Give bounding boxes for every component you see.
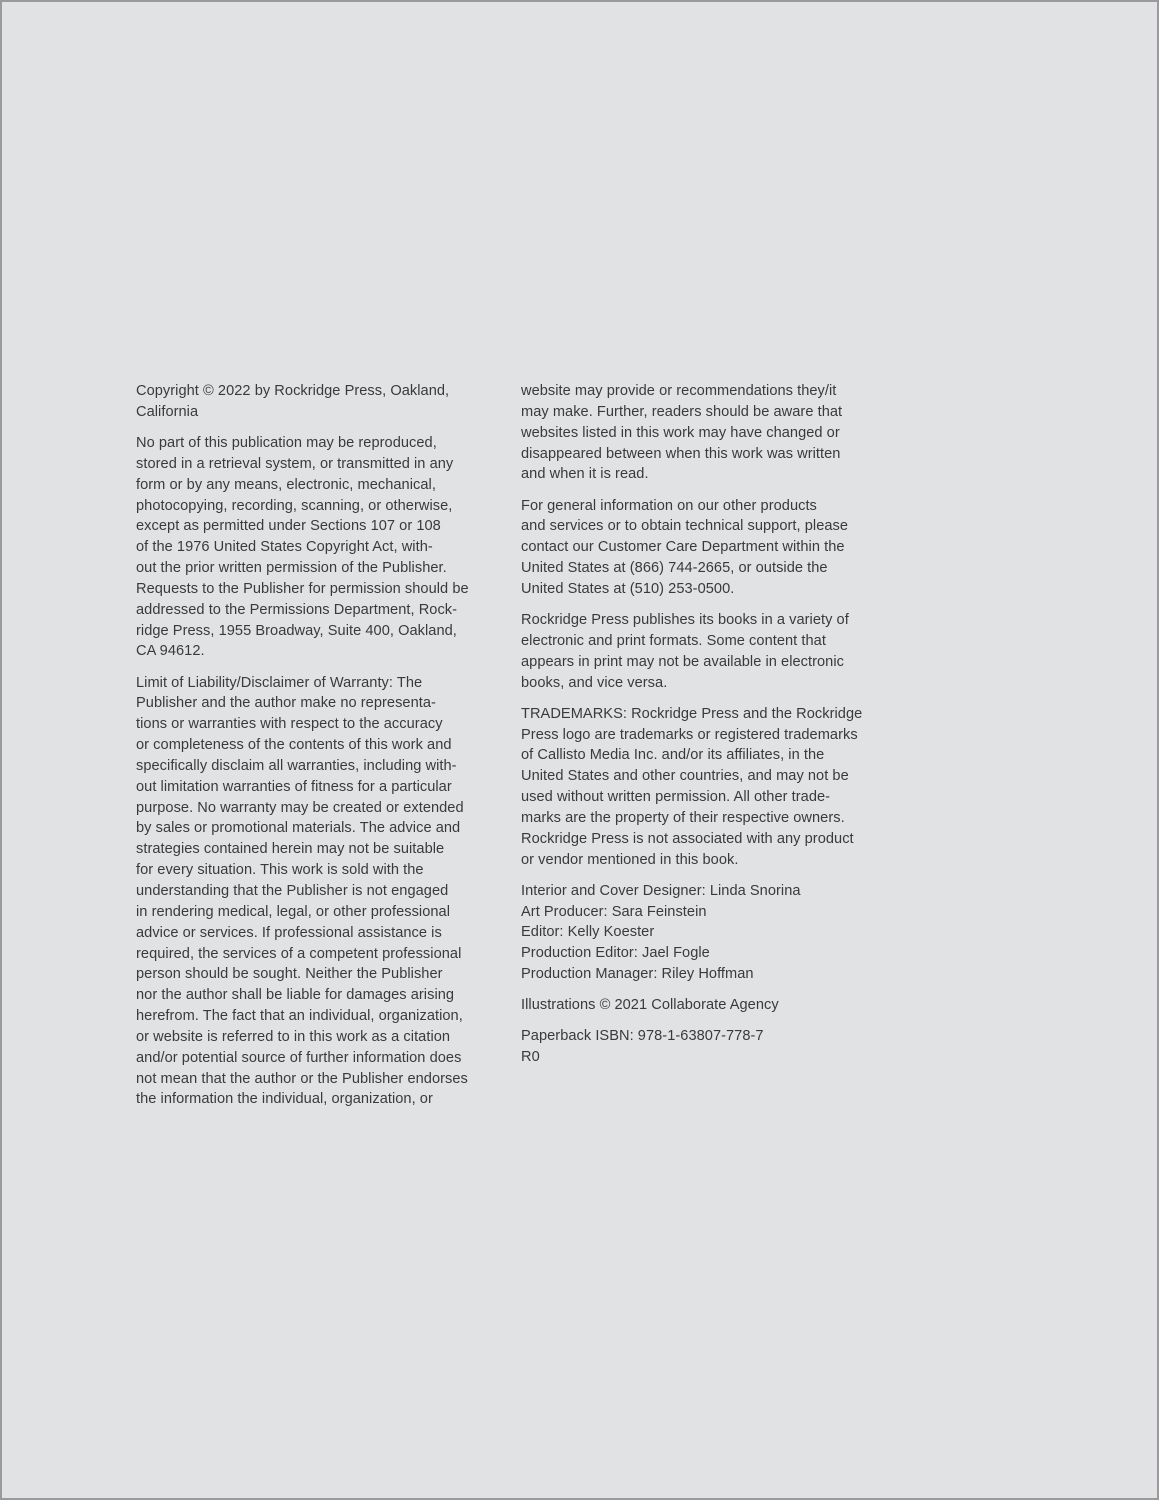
text-line: may make. Further, readers should be aware that bbox=[521, 403, 843, 420]
text-line: Editor: Kelly Koester bbox=[521, 924, 655, 941]
text-line: out limitation warranties of fitness for a particular bbox=[136, 778, 452, 795]
text-line: Interior and Cover Designer: Linda Snorina bbox=[521, 882, 801, 899]
text-line: specifically disclaim all warranties, including with- bbox=[136, 757, 457, 774]
copyright-notice bbox=[136, 381, 481, 423]
text-line: not mean that the author or the Publisher endorses bbox=[136, 1070, 468, 1087]
text-line: Requests to the Publisher for permission should be bbox=[136, 580, 469, 597]
text-line: the information the individual, organization, or bbox=[136, 1091, 433, 1108]
text-line: of Callisto Media Inc. and/or its affiliates, in the bbox=[521, 747, 825, 764]
text-line: for every situation. This work is sold with the bbox=[136, 862, 424, 879]
text-line: or vendor mentioned in this book. bbox=[521, 851, 739, 868]
text-line: Rockridge Press is not associated with any product bbox=[521, 830, 854, 847]
text-line: Publisher and the author make no representa- bbox=[136, 695, 436, 712]
liability-disclaimer bbox=[136, 673, 481, 1111]
text-line: Press logo are trademarks or registered trademarks bbox=[521, 726, 858, 743]
text-line: California bbox=[136, 403, 199, 420]
text-line: Paperback ISBN: 978-1-63807-778-7 bbox=[521, 1028, 764, 1045]
text-line: R0 bbox=[521, 1049, 540, 1066]
text-line: of the 1976 United States Copyright Act, with- bbox=[136, 539, 433, 556]
text-line: ridge Press, 1955 Broadway, Suite 400, Oakland, bbox=[136, 622, 457, 639]
text-line: by sales or promotional materials. The advice and bbox=[136, 820, 461, 837]
text-line: disappeared between when this work was written bbox=[521, 445, 841, 462]
text-line: used without written permission. All other trade- bbox=[521, 789, 831, 806]
text-line: CA 94612. bbox=[136, 643, 205, 660]
left-column bbox=[136, 381, 481, 1121]
text-line: and when it is read. bbox=[521, 466, 649, 483]
text-line: out the prior written permission of the Publisher. bbox=[136, 560, 447, 577]
website-disclaimer bbox=[521, 381, 871, 485]
text-line: and/or potential source of further information does bbox=[136, 1049, 462, 1066]
text-line: or completeness of the contents of this work and bbox=[136, 737, 452, 754]
text-line: websites listed in this work may have changed or bbox=[521, 424, 840, 441]
credits bbox=[521, 881, 871, 985]
text-line: required, the services of a competent professional bbox=[136, 945, 462, 962]
customer-care-info bbox=[521, 496, 871, 600]
text-line: advice or services. If professional assistance is bbox=[136, 924, 442, 941]
text-line: marks are the property of their respective owners. bbox=[521, 809, 845, 826]
text-line: in rendering medical, legal, or other professional bbox=[136, 903, 451, 920]
text-line: Copyright © 2022 by Rockridge Press, Oakland, bbox=[136, 383, 450, 399]
text-line: Production Editor: Jael Fogle bbox=[521, 945, 710, 962]
text-line: nor the author shall be liable for damages arising bbox=[136, 987, 455, 1004]
text-line: Rockridge Press publishes its books in a variety of bbox=[521, 612, 849, 629]
text-line: Limit of Liability/Disclaimer of Warranty: The bbox=[136, 674, 423, 691]
text-line: understanding that the Publisher is not engaged bbox=[136, 883, 449, 899]
text-line: strategies contained herein may not be suitable bbox=[136, 841, 445, 858]
text-line: books, and vice versa. bbox=[521, 674, 668, 691]
text-line: photocopying, recording, scanning, or otherwise, bbox=[136, 497, 453, 514]
text-line: except as permitted under Sections 107 or 108 bbox=[136, 518, 441, 535]
text-line: purpose. No warranty may be created or extended bbox=[136, 799, 464, 816]
text-line: United States at (510) 253-0500. bbox=[521, 580, 735, 597]
text-line: stored in a retrieval system, or transmitted in any bbox=[136, 455, 454, 472]
text-line: website may provide or recommendations they/it bbox=[521, 383, 837, 399]
text-line: and services or to obtain technical support, please bbox=[521, 518, 849, 535]
trademarks-notice bbox=[521, 704, 871, 871]
text-line: person should be sought. Neither the Publisher bbox=[136, 966, 443, 983]
text-line: United States at (866) 744-2665, or outside the bbox=[521, 560, 828, 577]
text-line: form or by any means, electronic, mechanical, bbox=[136, 476, 436, 493]
text-line: No part of this publication may be reproduced, bbox=[136, 434, 437, 451]
reproduction-notice bbox=[136, 433, 481, 662]
right-column bbox=[521, 381, 871, 1078]
text-line: Illustrations © 2021 Collaborate Agency bbox=[521, 997, 779, 1014]
illustrations-credit bbox=[521, 995, 871, 1016]
text-line: electronic and print formats. Some content that bbox=[521, 632, 826, 649]
text-line: appears in print may not be available in electronic bbox=[521, 653, 844, 670]
text-line: or website is referred to in this work as a citation bbox=[136, 1028, 451, 1045]
text-line: tions or warranties with respect to the accuracy bbox=[136, 716, 443, 733]
isbn-info bbox=[521, 1026, 871, 1068]
text-line: contact our Customer Care Department within the bbox=[521, 539, 845, 556]
text-line: United States and other countries, and may not be bbox=[521, 768, 849, 785]
text-line: TRADEMARKS: Rockridge Press and the Rockridge bbox=[521, 705, 863, 722]
text-line: Art Producer: Sara Feinstein bbox=[521, 903, 707, 920]
text-line: herefrom. The fact that an individual, organization, bbox=[136, 1008, 463, 1025]
text-line: addressed to the Permissions Department, Rock- bbox=[136, 601, 458, 618]
text-line: Production Manager: Riley Hoffman bbox=[521, 966, 754, 983]
text-line: For general information on our other products bbox=[521, 497, 817, 514]
formats-notice bbox=[521, 610, 871, 693]
